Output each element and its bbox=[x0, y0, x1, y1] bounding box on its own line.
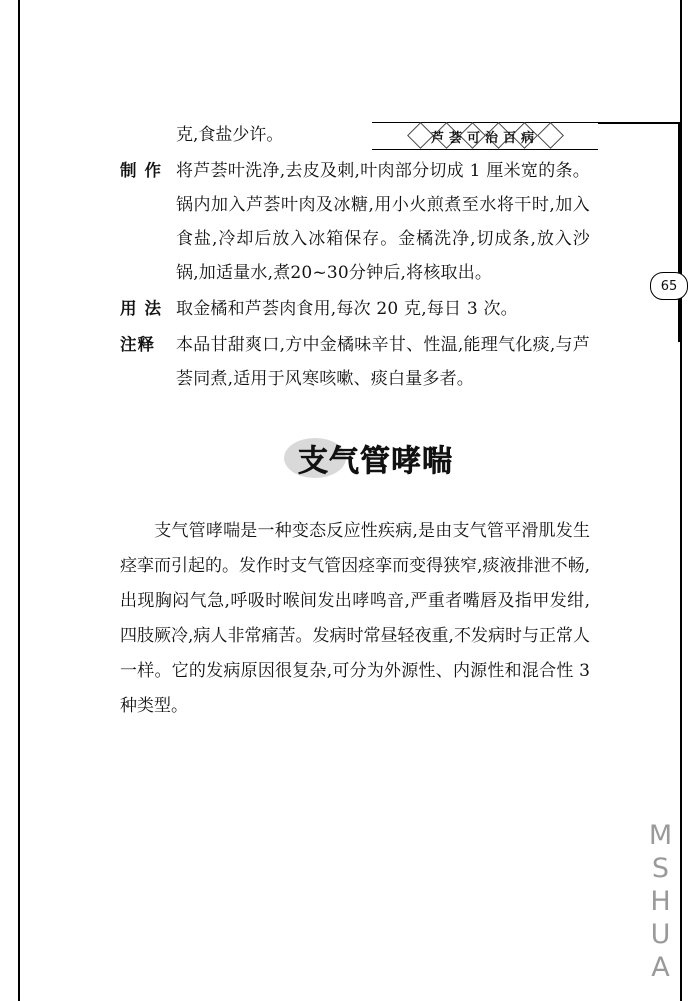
header-rule-vertical bbox=[678, 122, 680, 342]
continued-line: 克,食盐少许。 bbox=[176, 125, 284, 145]
entry-text-notes: 本品甘甜爽口,方中金橘味辛甘、性温,能理气化痰,与芦荟同煮,适用于风寒咳嗽、痰白量多者。 bbox=[176, 335, 590, 389]
entry-label-notes: 注释 bbox=[120, 335, 155, 354]
watermark-text: MSHUA bbox=[645, 820, 676, 985]
header-rule-horizontal bbox=[596, 122, 680, 124]
page-border-left bbox=[18, 0, 20, 1001]
page-border-right bbox=[680, 0, 682, 1001]
entry-text-preparation: 将芦荟叶洗净,去皮及刺,叶肉部分切成 1 厘米宽的条。锅内加入芦荟叶肉及冰糖,用小火煎煮至水将干时,加入食盐,冷却后放入冰箱保存。金橘洗净,切成条,放入沙锅,加适量水,煮20~30分钟后,将核取出。 bbox=[176, 161, 590, 283]
running-title: 芦荟可治百病 bbox=[430, 130, 539, 146]
page-number: 65 bbox=[650, 272, 688, 300]
entry-preparation bbox=[120, 154, 590, 290]
section-heading bbox=[120, 432, 590, 488]
entry-notes bbox=[120, 328, 590, 396]
page-content bbox=[120, 118, 590, 724]
section-heading-text: 支气管哮喘 bbox=[298, 444, 453, 479]
entry-usage bbox=[120, 292, 590, 326]
entry-label-usage: 用法 bbox=[120, 299, 169, 318]
entry-label-preparation: 制作 bbox=[120, 161, 169, 180]
section-paragraph bbox=[120, 514, 590, 724]
section-paragraph-text: 支气管哮喘是一种变态反应性疾病,是由支气管平滑肌发生痉挛而引起的。发作时支气管因痉挛而变得狭窄,痰液排泄不畅,出现胸闷气急,呼吸时喉间发出哮鸣音,严重者嘴唇及指甲发绀,四肢厥冷,病人非常痛苦。发病时常昼轻夜重,不发病时与正常人一样。它的发病原因很复杂,可分为外源性、内源性和混合性 3 种类型。 bbox=[120, 521, 590, 716]
entry-text-usage: 取金橘和芦荟肉食用,每次 20 克,每日 3 次。 bbox=[176, 299, 518, 319]
